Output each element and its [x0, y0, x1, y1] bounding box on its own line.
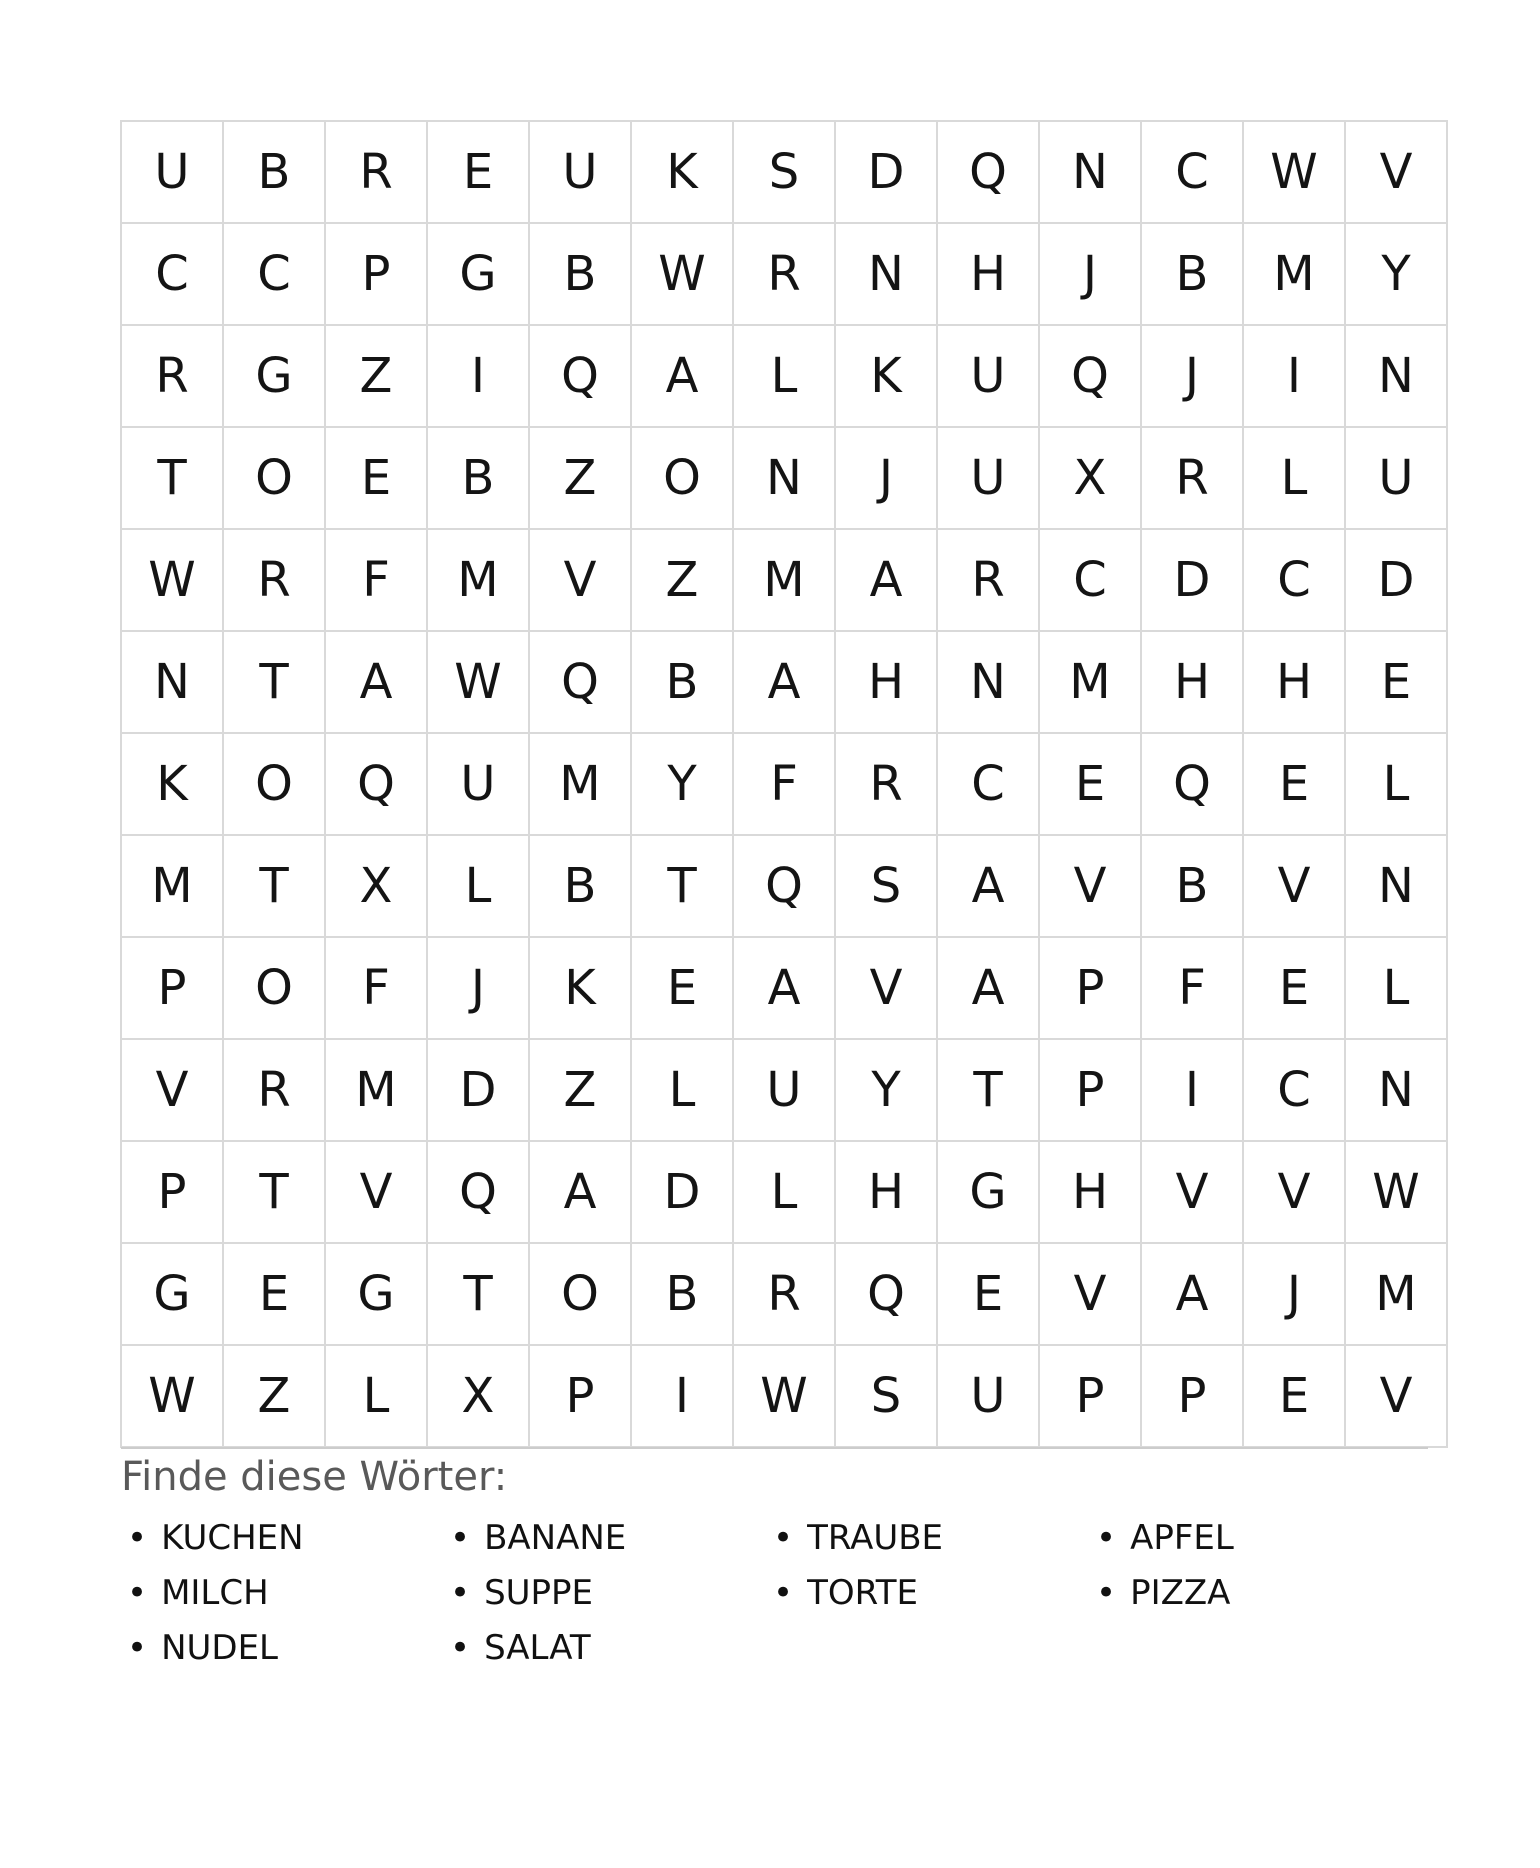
grid-cell[interactable]: V — [1039, 1243, 1141, 1345]
grid-cell[interactable]: B — [529, 223, 631, 325]
grid-cell[interactable]: Q — [1039, 325, 1141, 427]
word-search-grid — [120, 120, 1448, 1448]
grid-cell[interactable]: U — [937, 427, 1039, 529]
word-list-column — [1096, 1510, 1419, 1675]
grid-cell[interactable]: L — [1345, 733, 1447, 835]
grid-cell[interactable]: S — [835, 835, 937, 937]
grid-cell[interactable]: U — [1345, 427, 1447, 529]
grid-cell[interactable]: V — [1243, 1141, 1345, 1243]
grid-cell[interactable]: W — [631, 223, 733, 325]
grid-cell[interactable]: F — [325, 937, 427, 1039]
grid-cell[interactable]: D — [631, 1141, 733, 1243]
word-list-column — [773, 1510, 1096, 1675]
word-list-item — [450, 1565, 773, 1620]
grid-cell[interactable]: A — [937, 937, 1039, 1039]
grid-cell[interactable]: L — [733, 1141, 835, 1243]
word-list-column — [127, 1510, 450, 1675]
grid-cell[interactable]: Q — [529, 325, 631, 427]
grid-row — [121, 631, 1447, 733]
grid-cell[interactable]: N — [733, 427, 835, 529]
grid-cell[interactable]: I — [1243, 325, 1345, 427]
grid-cell[interactable]: M — [1243, 223, 1345, 325]
word-list-item — [773, 1510, 1096, 1565]
grid-cell[interactable]: K — [835, 325, 937, 427]
word-label: KUCHEN — [161, 1517, 304, 1558]
grid-cell[interactable]: L — [1345, 937, 1447, 1039]
grid-cell[interactable]: N — [1345, 835, 1447, 937]
grid-row — [121, 835, 1447, 937]
grid-cell[interactable]: B — [1141, 223, 1243, 325]
grid-cell[interactable]: P — [1039, 1039, 1141, 1141]
grid-cell[interactable]: J — [427, 937, 529, 1039]
grid-cell[interactable]: G — [427, 223, 529, 325]
grid-row — [121, 529, 1447, 631]
grid-cell[interactable]: Q — [733, 835, 835, 937]
grid-cell[interactable]: G — [121, 1243, 223, 1345]
grid-cell[interactable]: A — [631, 325, 733, 427]
word-list — [127, 1510, 1419, 1675]
grid-cell[interactable]: V — [1345, 121, 1447, 223]
grid-cell[interactable]: B — [1141, 835, 1243, 937]
grid-row — [121, 1141, 1447, 1243]
word-list-item — [1096, 1565, 1419, 1620]
grid-cell[interactable]: R — [835, 733, 937, 835]
word-label: APFEL — [1130, 1517, 1234, 1558]
grid-cell[interactable]: Z — [223, 1345, 325, 1447]
grid-row — [121, 733, 1447, 835]
grid-cell[interactable]: D — [835, 121, 937, 223]
grid-cell[interactable]: W — [427, 631, 529, 733]
grid-row — [121, 325, 1447, 427]
grid-row — [121, 1039, 1447, 1141]
grid-row — [121, 937, 1447, 1039]
grid-cell[interactable]: R — [223, 529, 325, 631]
grid-cell[interactable]: E — [325, 427, 427, 529]
grid-cell[interactable]: C — [1243, 1039, 1345, 1141]
grid-cell[interactable]: X — [1039, 427, 1141, 529]
bullet-icon: • — [773, 1517, 794, 1558]
grid-cell[interactable]: U — [733, 1039, 835, 1141]
grid-cell[interactable]: V — [1141, 1141, 1243, 1243]
grid-cell[interactable]: P — [1039, 1345, 1141, 1447]
grid-cell[interactable]: B — [223, 121, 325, 223]
grid-cell[interactable]: E — [1243, 1345, 1345, 1447]
grid-cell[interactable]: S — [733, 121, 835, 223]
grid-cell[interactable]: L — [1243, 427, 1345, 529]
word-label: PIZZA — [1130, 1572, 1231, 1613]
grid-cell[interactable]: Q — [1141, 733, 1243, 835]
grid-cell[interactable]: E — [937, 1243, 1039, 1345]
bullet-icon: • — [450, 1627, 471, 1668]
grid-cell[interactable]: V — [835, 937, 937, 1039]
grid-cell[interactable]: Y — [631, 733, 733, 835]
grid-cell[interactable]: H — [1141, 631, 1243, 733]
grid-cell[interactable]: Q — [427, 1141, 529, 1243]
grid-cell[interactable]: Y — [1345, 223, 1447, 325]
grid-cell[interactable]: A — [325, 631, 427, 733]
grid-row — [121, 1243, 1447, 1345]
bullet-icon: • — [127, 1517, 148, 1558]
grid-cell[interactable]: P — [325, 223, 427, 325]
grid-cell[interactable]: M — [121, 835, 223, 937]
grid-cell[interactable]: M — [529, 733, 631, 835]
grid-cell[interactable]: P — [121, 1141, 223, 1243]
grid-cell[interactable]: M — [733, 529, 835, 631]
grid-cell[interactable]: H — [1243, 631, 1345, 733]
grid-cell[interactable]: J — [1243, 1243, 1345, 1345]
grid-cell[interactable]: F — [733, 733, 835, 835]
grid-cell[interactable]: U — [529, 121, 631, 223]
grid-cell[interactable]: V — [325, 1141, 427, 1243]
grid-cell[interactable]: T — [121, 427, 223, 529]
grid-cell[interactable]: U — [937, 1345, 1039, 1447]
grid-cell[interactable]: R — [325, 121, 427, 223]
grid-cell[interactable]: Q — [835, 1243, 937, 1345]
grid-cell[interactable]: E — [1039, 733, 1141, 835]
grid-cell[interactable]: N — [1345, 325, 1447, 427]
grid-cell[interactable]: B — [529, 835, 631, 937]
grid-cell[interactable]: C — [937, 733, 1039, 835]
grid-cell[interactable]: Z — [529, 1039, 631, 1141]
grid-cell[interactable]: Z — [631, 529, 733, 631]
grid-cell[interactable]: C — [1039, 529, 1141, 631]
grid-cell[interactable]: T — [223, 835, 325, 937]
grid-cell[interactable]: L — [733, 325, 835, 427]
grid-cell[interactable]: R — [1141, 427, 1243, 529]
word-list-item — [127, 1620, 450, 1675]
grid-cell[interactable]: W — [121, 1345, 223, 1447]
word-list-item — [127, 1565, 450, 1620]
word-label: SUPPE — [484, 1572, 594, 1613]
word-list-item — [773, 1565, 1096, 1620]
grid-cell[interactable]: O — [223, 937, 325, 1039]
grid-cell[interactable]: M — [325, 1039, 427, 1141]
grid-cell[interactable]: R — [223, 1039, 325, 1141]
grid-cell[interactable]: M — [427, 529, 529, 631]
grid-cell[interactable]: W — [1243, 121, 1345, 223]
grid-cell[interactable]: G — [223, 325, 325, 427]
grid-cell[interactable]: U — [427, 733, 529, 835]
grid-cell[interactable]: E — [427, 121, 529, 223]
grid-cell[interactable]: X — [427, 1345, 529, 1447]
word-label: BANANE — [484, 1517, 627, 1558]
bullet-icon: • — [450, 1572, 471, 1613]
grid-cell[interactable]: C — [121, 223, 223, 325]
grid-cell[interactable]: P — [121, 937, 223, 1039]
bullet-icon: • — [127, 1572, 148, 1613]
grid-cell[interactable]: P — [1039, 937, 1141, 1039]
grid-cell[interactable]: B — [427, 427, 529, 529]
grid-cell[interactable]: H — [1039, 1141, 1141, 1243]
grid-cell[interactable]: V — [529, 529, 631, 631]
grid-cell[interactable]: Q — [325, 733, 427, 835]
grid-row — [121, 1345, 1447, 1447]
grid-cell[interactable]: E — [1243, 733, 1345, 835]
word-label: TORTE — [807, 1572, 918, 1613]
grid-cell[interactable]: H — [835, 631, 937, 733]
grid-cell[interactable]: B — [631, 631, 733, 733]
grid-cell[interactable]: Q — [529, 631, 631, 733]
grid-cell[interactable]: G — [325, 1243, 427, 1345]
bullet-icon: • — [773, 1572, 794, 1613]
grid-body — [121, 121, 1447, 1447]
grid-cell[interactable]: E — [631, 937, 733, 1039]
grid-cell[interactable]: V — [1345, 1345, 1447, 1447]
grid-cell[interactable]: W — [1345, 1141, 1447, 1243]
grid-cell[interactable]: J — [1141, 325, 1243, 427]
bullet-icon: • — [127, 1627, 148, 1668]
bullet-icon: • — [1096, 1517, 1117, 1558]
grid-row — [121, 427, 1447, 529]
grid-cell[interactable]: G — [937, 1141, 1039, 1243]
grid-cell[interactable]: L — [325, 1345, 427, 1447]
grid-cell[interactable]: E — [1345, 631, 1447, 733]
word-label: TRAUBE — [807, 1517, 944, 1558]
grid-cell[interactable]: U — [121, 121, 223, 223]
grid-cell[interactable]: E — [223, 1243, 325, 1345]
grid-cell[interactable]: R — [733, 223, 835, 325]
grid-cell[interactable]: I — [1141, 1039, 1243, 1141]
word-search-grid-container — [120, 120, 1448, 1448]
grid-cell[interactable]: L — [631, 1039, 733, 1141]
grid-cell[interactable]: H — [835, 1141, 937, 1243]
grid-cell[interactable]: D — [1345, 529, 1447, 631]
grid-cell[interactable]: U — [937, 325, 1039, 427]
grid-cell[interactable]: T — [937, 1039, 1039, 1141]
grid-cell[interactable]: A — [937, 835, 1039, 937]
grid-row — [121, 223, 1447, 325]
grid-cell[interactable]: Z — [529, 427, 631, 529]
grid-cell[interactable]: F — [1141, 937, 1243, 1039]
grid-cell[interactable]: P — [529, 1345, 631, 1447]
grid-cell[interactable]: V — [1039, 835, 1141, 937]
bullet-icon: • — [450, 1517, 471, 1558]
word-label: SALAT — [484, 1627, 591, 1668]
grid-row — [121, 121, 1447, 223]
grid-cell[interactable]: P — [1141, 1345, 1243, 1447]
section-divider — [121, 1447, 1428, 1449]
grid-cell[interactable]: N — [835, 223, 937, 325]
grid-cell[interactable]: Q — [937, 121, 1039, 223]
grid-cell[interactable]: W — [121, 529, 223, 631]
grid-cell[interactable]: I — [631, 1345, 733, 1447]
grid-cell[interactable]: D — [427, 1039, 529, 1141]
grid-cell[interactable]: A — [733, 937, 835, 1039]
grid-cell[interactable]: D — [1141, 529, 1243, 631]
grid-cell[interactable]: N — [1039, 121, 1141, 223]
grid-cell[interactable]: T — [223, 631, 325, 733]
word-list-item — [450, 1620, 773, 1675]
grid-cell[interactable]: R — [937, 529, 1039, 631]
grid-cell[interactable]: N — [937, 631, 1039, 733]
bullet-icon: • — [1096, 1572, 1117, 1613]
grid-cell[interactable]: C — [1243, 529, 1345, 631]
grid-cell[interactable]: B — [631, 1243, 733, 1345]
word-label: MILCH — [161, 1572, 269, 1613]
grid-cell[interactable]: M — [1345, 1243, 1447, 1345]
grid-cell[interactable]: W — [733, 1345, 835, 1447]
grid-cell[interactable]: N — [121, 631, 223, 733]
grid-cell[interactable]: Y — [835, 1039, 937, 1141]
word-label: NUDEL — [161, 1627, 278, 1668]
grid-cell[interactable]: R — [121, 325, 223, 427]
grid-cell[interactable]: C — [1141, 121, 1243, 223]
grid-cell[interactable]: T — [631, 835, 733, 937]
grid-cell[interactable]: C — [223, 223, 325, 325]
grid-cell[interactable]: N — [1345, 1039, 1447, 1141]
grid-cell[interactable]: X — [325, 835, 427, 937]
grid-cell[interactable]: T — [427, 1243, 529, 1345]
word-list-heading: Finde diese Wörter: — [121, 1454, 508, 1500]
grid-cell[interactable]: A — [1141, 1243, 1243, 1345]
grid-cell[interactable]: L — [427, 835, 529, 937]
grid-cell[interactable]: K — [121, 733, 223, 835]
grid-cell[interactable]: F — [325, 529, 427, 631]
grid-cell[interactable]: Z — [325, 325, 427, 427]
grid-cell[interactable]: R — [733, 1243, 835, 1345]
word-list-item — [450, 1510, 773, 1565]
grid-cell[interactable]: A — [529, 1141, 631, 1243]
grid-cell[interactable]: O — [529, 1243, 631, 1345]
word-list-column — [450, 1510, 773, 1675]
grid-cell[interactable]: O — [223, 427, 325, 529]
grid-cell[interactable]: O — [631, 427, 733, 529]
grid-cell[interactable]: H — [937, 223, 1039, 325]
grid-cell[interactable]: A — [733, 631, 835, 733]
grid-cell[interactable]: T — [223, 1141, 325, 1243]
grid-cell[interactable]: K — [631, 121, 733, 223]
grid-cell[interactable]: I — [427, 325, 529, 427]
grid-cell[interactable]: V — [1243, 835, 1345, 937]
word-list-item — [1096, 1510, 1419, 1565]
grid-cell[interactable]: K — [529, 937, 631, 1039]
grid-cell[interactable]: A — [835, 529, 937, 631]
grid-cell[interactable]: O — [223, 733, 325, 835]
grid-cell[interactable]: J — [835, 427, 937, 529]
grid-cell[interactable]: E — [1243, 937, 1345, 1039]
word-list-item — [127, 1510, 450, 1565]
grid-cell[interactable]: J — [1039, 223, 1141, 325]
grid-cell[interactable]: M — [1039, 631, 1141, 733]
grid-cell[interactable]: S — [835, 1345, 937, 1447]
grid-cell[interactable]: V — [121, 1039, 223, 1141]
